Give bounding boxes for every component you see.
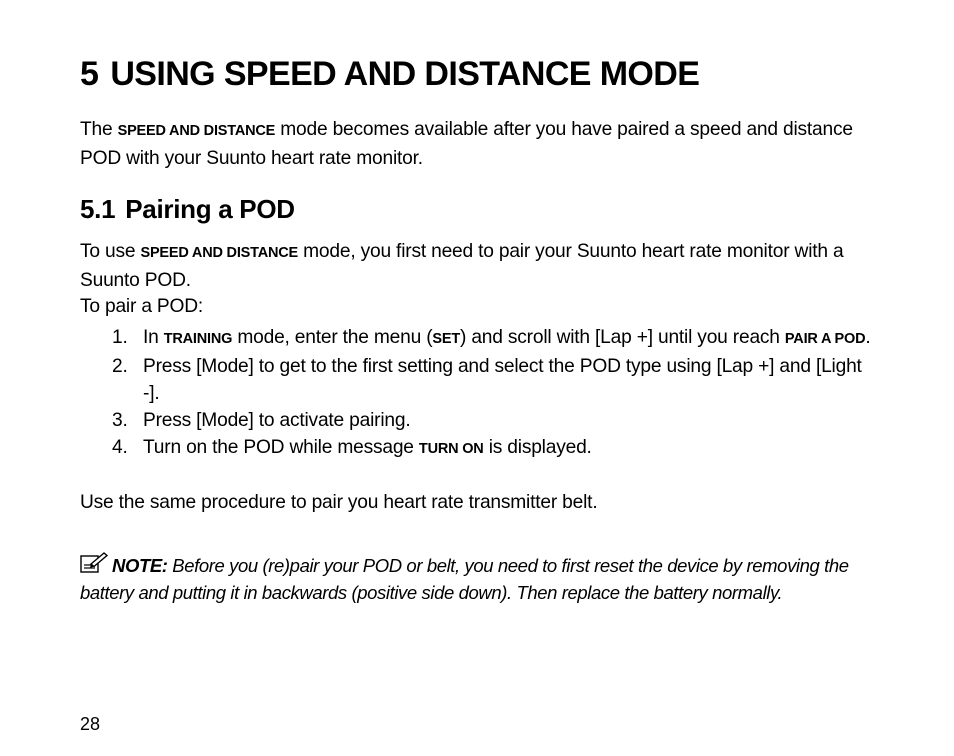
step-text: In [143, 327, 164, 348]
section-heading [80, 192, 295, 226]
pairing-paragraph [80, 238, 880, 294]
steps-intro: To pair a POD: [80, 296, 204, 317]
chapter-title: USING SPEED AND DISTANCE MODE [110, 55, 700, 93]
step-message-name: TURN ON [418, 441, 484, 457]
step-menu-name: PAIR A POD [784, 331, 866, 347]
list-item [80, 353, 880, 407]
intro-paragraph [80, 116, 870, 172]
steps-list [80, 324, 880, 463]
page-number: 28 [80, 714, 101, 734]
list-item [80, 434, 880, 463]
list-item [80, 324, 880, 353]
step-text: is displayed. [483, 437, 592, 458]
chapter-number: 5 [80, 55, 99, 93]
intro-mode-name: SPEED AND DISTANCE [117, 123, 276, 139]
intro-text-end: mode becomes available after you have paired a speed and distance POD with your Suunto heart rate monitor. [80, 119, 853, 169]
note-pencil-icon [80, 552, 110, 574]
pairing-text-end: mode, you first need to pair your Suunto heart rate monitor with a Suunto POD. [80, 241, 844, 291]
pairing-mode-name: SPEED AND DISTANCE [140, 245, 298, 261]
step-text: ) and scroll with [Lap +] until you reach [460, 327, 785, 348]
list-item [80, 407, 880, 434]
belt-paragraph: Use the same procedure to pair you heart rate transmitter belt. [80, 492, 598, 513]
step-button-name: SET [432, 331, 461, 347]
step-mode-name: TRAINING [163, 331, 233, 347]
note-paragraph [80, 552, 880, 606]
pairing-text-start: To use [80, 241, 141, 262]
step-text: mode, enter the menu ( [232, 327, 433, 348]
section-number: 5.1 [80, 194, 116, 224]
step-number: 3. [112, 410, 128, 431]
intro-text-start: The [80, 119, 118, 140]
step-text: Turn on the POD while message [143, 437, 419, 458]
note-label: NOTE: [112, 555, 168, 576]
chapter-heading [80, 54, 880, 94]
step-text: Press [Mode] to activate pairing. [143, 410, 411, 431]
section-title: Pairing a POD [125, 194, 295, 224]
step-text: Press [Mode] to get to the first setting and select the POD type using [Lap +] and [Light -]. [143, 356, 862, 404]
step-number: 1. [112, 327, 128, 348]
step-text: . [865, 327, 871, 348]
note-text: Before you (re)pair your POD or belt, you need to first reset the device by removing the battery and putting it in backwards (positive side down). Then replace the battery normally. [80, 555, 849, 603]
step-number: 4. [112, 437, 128, 458]
step-number: 2. [112, 356, 128, 377]
